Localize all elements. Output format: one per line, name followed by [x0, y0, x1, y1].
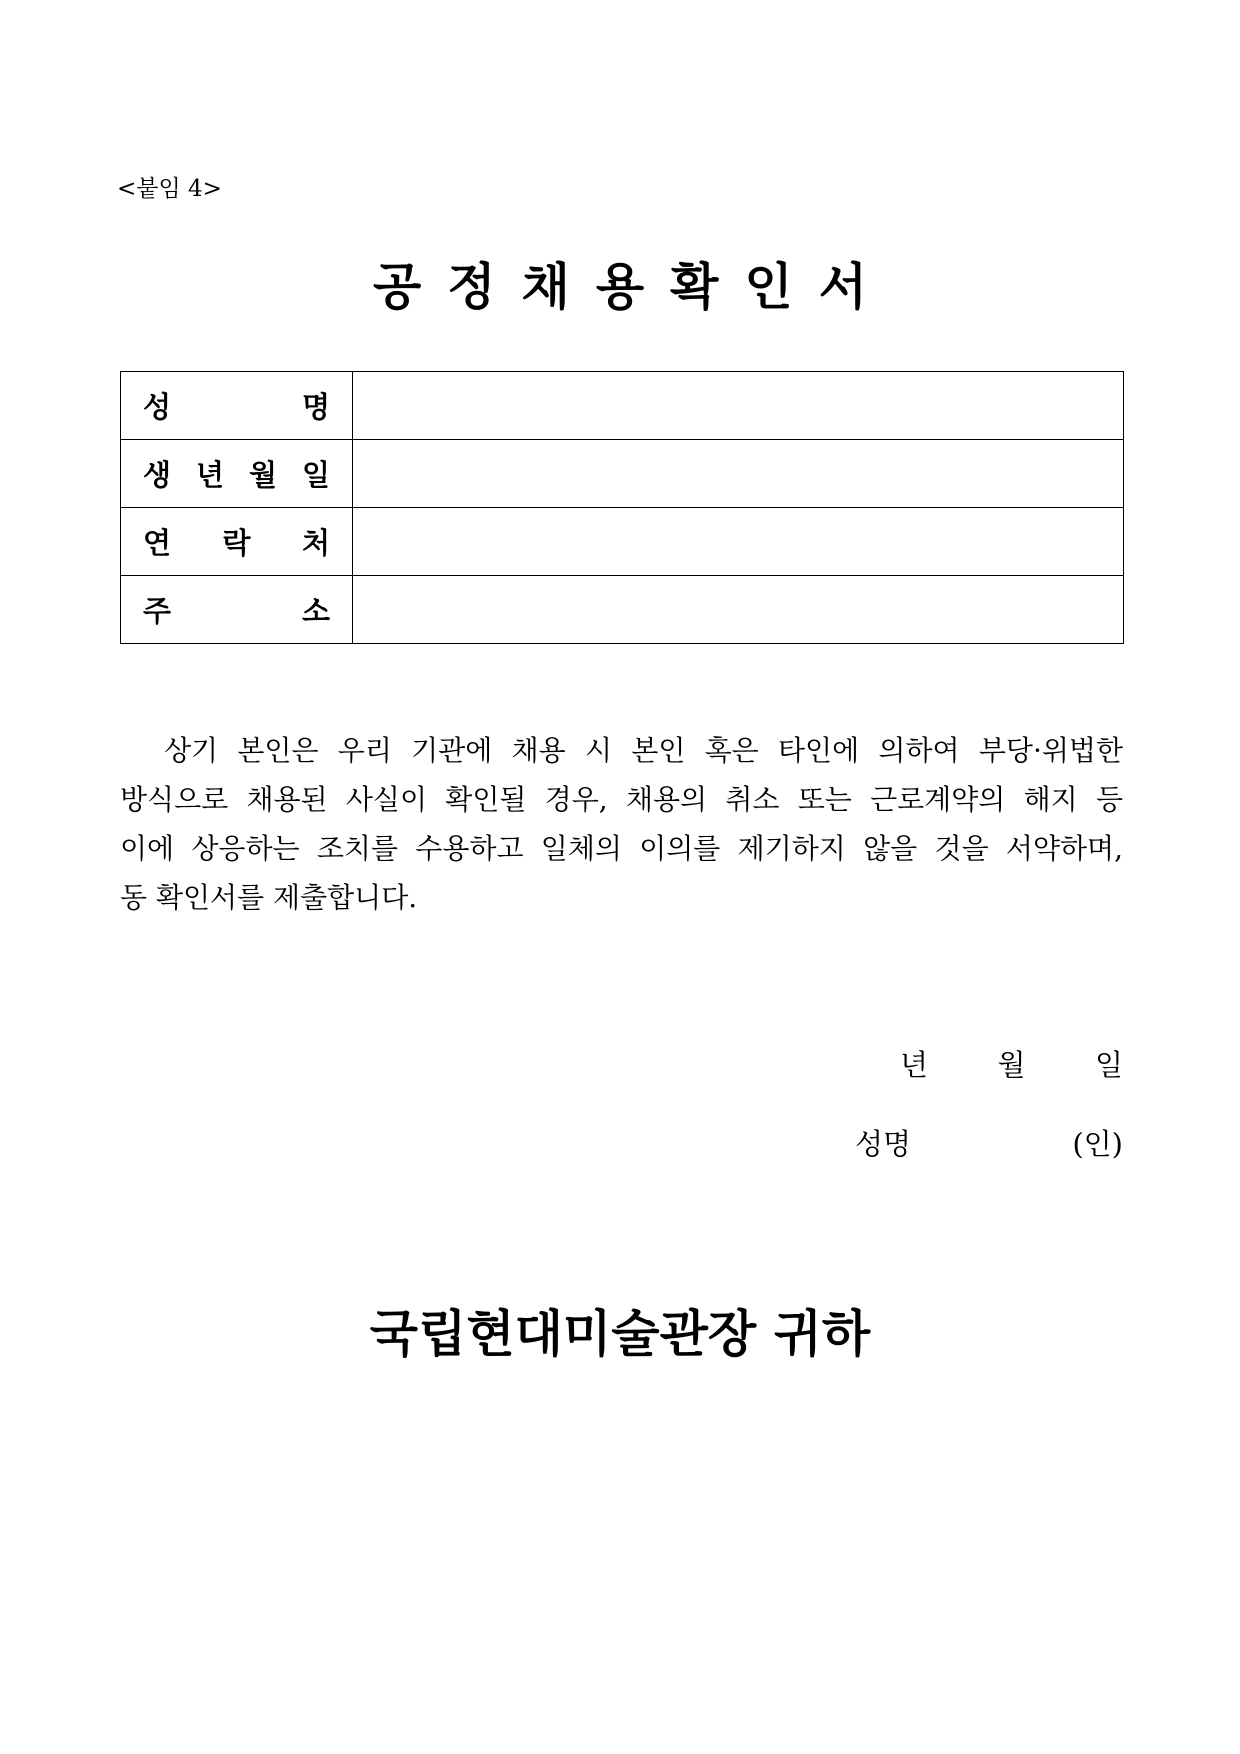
pledge-line: 동 확인서를 제출합니다. [120, 881, 418, 914]
attachment-label: <붙임 4> [117, 176, 222, 202]
name-label-char: 성 [143, 390, 172, 424]
contact-label-char: 연 [143, 526, 172, 560]
form-row-name [121, 372, 1124, 440]
contact-label-char: 처 [301, 526, 330, 560]
name-field[interactable] [353, 372, 1124, 440]
contact-label-cell [121, 508, 353, 576]
applicant-info-table [120, 371, 1124, 644]
birthdate-label-char: 년 [195, 458, 224, 492]
document-title: 공정채용확인서 [372, 258, 894, 316]
addressee: 국립현대미술관장 귀하 [369, 1305, 871, 1363]
signature-line [855, 1124, 1123, 1164]
pledge-line: 이에 상응하는 조치를 수용하고 일체의 이의를 제기하지 않을 것을 서약하며, [120, 832, 1123, 865]
address-label-char: 소 [301, 594, 330, 628]
address-field[interactable] [353, 576, 1124, 644]
address-label-char: 주 [143, 594, 172, 628]
date-day-label: 일 [1094, 1048, 1123, 1082]
birthdate-label-char: 월 [248, 458, 277, 492]
birthdate-field[interactable] [353, 440, 1124, 508]
birthdate-label-cell [121, 440, 353, 508]
contact-label-char: 락 [222, 526, 251, 560]
name-label-cell [121, 372, 353, 440]
birthdate-label-char: 생 [143, 458, 172, 492]
contact-field[interactable] [353, 508, 1124, 576]
pledge-line: 방식으로 채용된 사실이 확인될 경우, 채용의 취소 또는 근로계약의 해지 등 [120, 783, 1123, 816]
pledge-paragraph [120, 726, 1123, 922]
address-label-cell [121, 576, 353, 644]
pledge-line: 상기 본인은 우리 기관에 채용 시 본인 혹은 타인에 의하여 부당·위법한 [164, 734, 1123, 767]
date-month-label: 월 [997, 1048, 1026, 1082]
signature-seal-label: (인) [1072, 1127, 1123, 1161]
form-row-contact [121, 508, 1124, 576]
birthdate-label-char: 일 [301, 458, 330, 492]
name-label-char: 명 [301, 390, 330, 424]
date-year-label: 년 [900, 1048, 929, 1082]
date-line [900, 1045, 1123, 1085]
form-row-birthdate [121, 440, 1124, 508]
signature-name-label: 성명 [855, 1127, 912, 1161]
form-row-address [121, 576, 1124, 644]
